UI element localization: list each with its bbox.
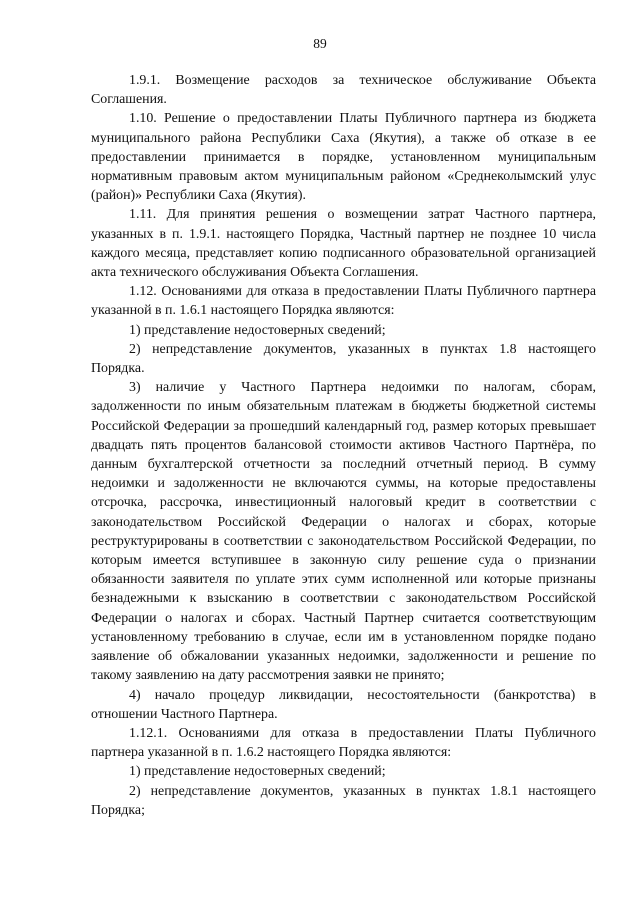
list-item-4: 4) начало процедур ликвидации, несостоятельности (банкротства) в отношении Частного Партнера. [91,687,596,722]
list-item-2-b: 2) непредставление документов, указанных в пунктах 1.8.1 настоящего Порядка; [91,783,596,818]
list-item-2: 2) непредставление документов, указанных в пунктах 1.8 настоящего Порядка. [91,341,596,377]
paragraph-1-12: 1.12. Основаниями для отказа в предоставлении Платы Публичного партнера указанной в п. 1.6.1 настоящего Порядка являются: [91,284,596,319]
page-number: 89 [313,36,327,51]
list-item-1-b: 1) представление недостоверных сведений; [129,764,386,780]
list-item-3: 3) наличие у Частного Партнера недоимки по налогам, сборам, задолженности по иным обязательным платежам в бюджеты бюджетной системы Российской Федерации за прошедший календарный год, размер которых превышает двадцать пять процентов балансовой стоимости активов Частного Партнёра, по данным бухгалтерской отчетности за последний отчетный период. В сумму недоимки и задолженности не включаются суммы, на которые предоставлены отсрочка, рассрочка, инвестиционный налоговый кредит в соответствии с законодательством Российской Федерации о налогах и сборах, которые реструктурированы в соответствии с законодательством Российской Федерации, по которым имеется вступившее в законную силу решение суда о признании обязанности заявителя по уплате этих сумм исполненной или которые признаны безнадежными к взысканию в соответствии с законодательством Российской Федерации о налогах и сборах. Частный Партнер считается соответствующим установленному требованию в случае, если им в установленном порядке подано заявление об обжаловании указанных недоимки, задолженности и решение по такому заявлению на дату рассмотрения заявки не принято; [91,380,596,684]
paragraph-1-11: 1.11. Для принятия решения о возмещении затрат Частного партнера, указанных в п. 1.9.1. настоящего Порядка, Частный партнер не позднее 10 числа каждого месяца, представляет копию подписанного образовательной организацией акта технического обслуживания Объекта Соглашения. [91,207,596,281]
paragraph-1-10: 1.10. Решение о предоставлении Платы Публичного партнера из бюджета муниципального района Республики Саха (Якутия), а также об отказе в ее предоставлении принимается в порядке, установленном муниципальным нормативным правовым актом муниципальным районом «Среднеколымский улус (район)» Республики Саха (Якутия). [91,111,596,204]
paragraph-1-9-1: 1.9.1. Возмещение расходов за техническое обслуживание Объекта Соглашения. [91,73,596,108]
list-item-1: 1) представление недостоверных сведений; [129,322,386,338]
paragraph-1-12-1: 1.12.1. Основаниями для отказа в предоставлении Платы Публичного партнера указанной в п. 1.6.2 настоящего Порядка являются: [91,725,596,761]
document-body [91,71,596,820]
